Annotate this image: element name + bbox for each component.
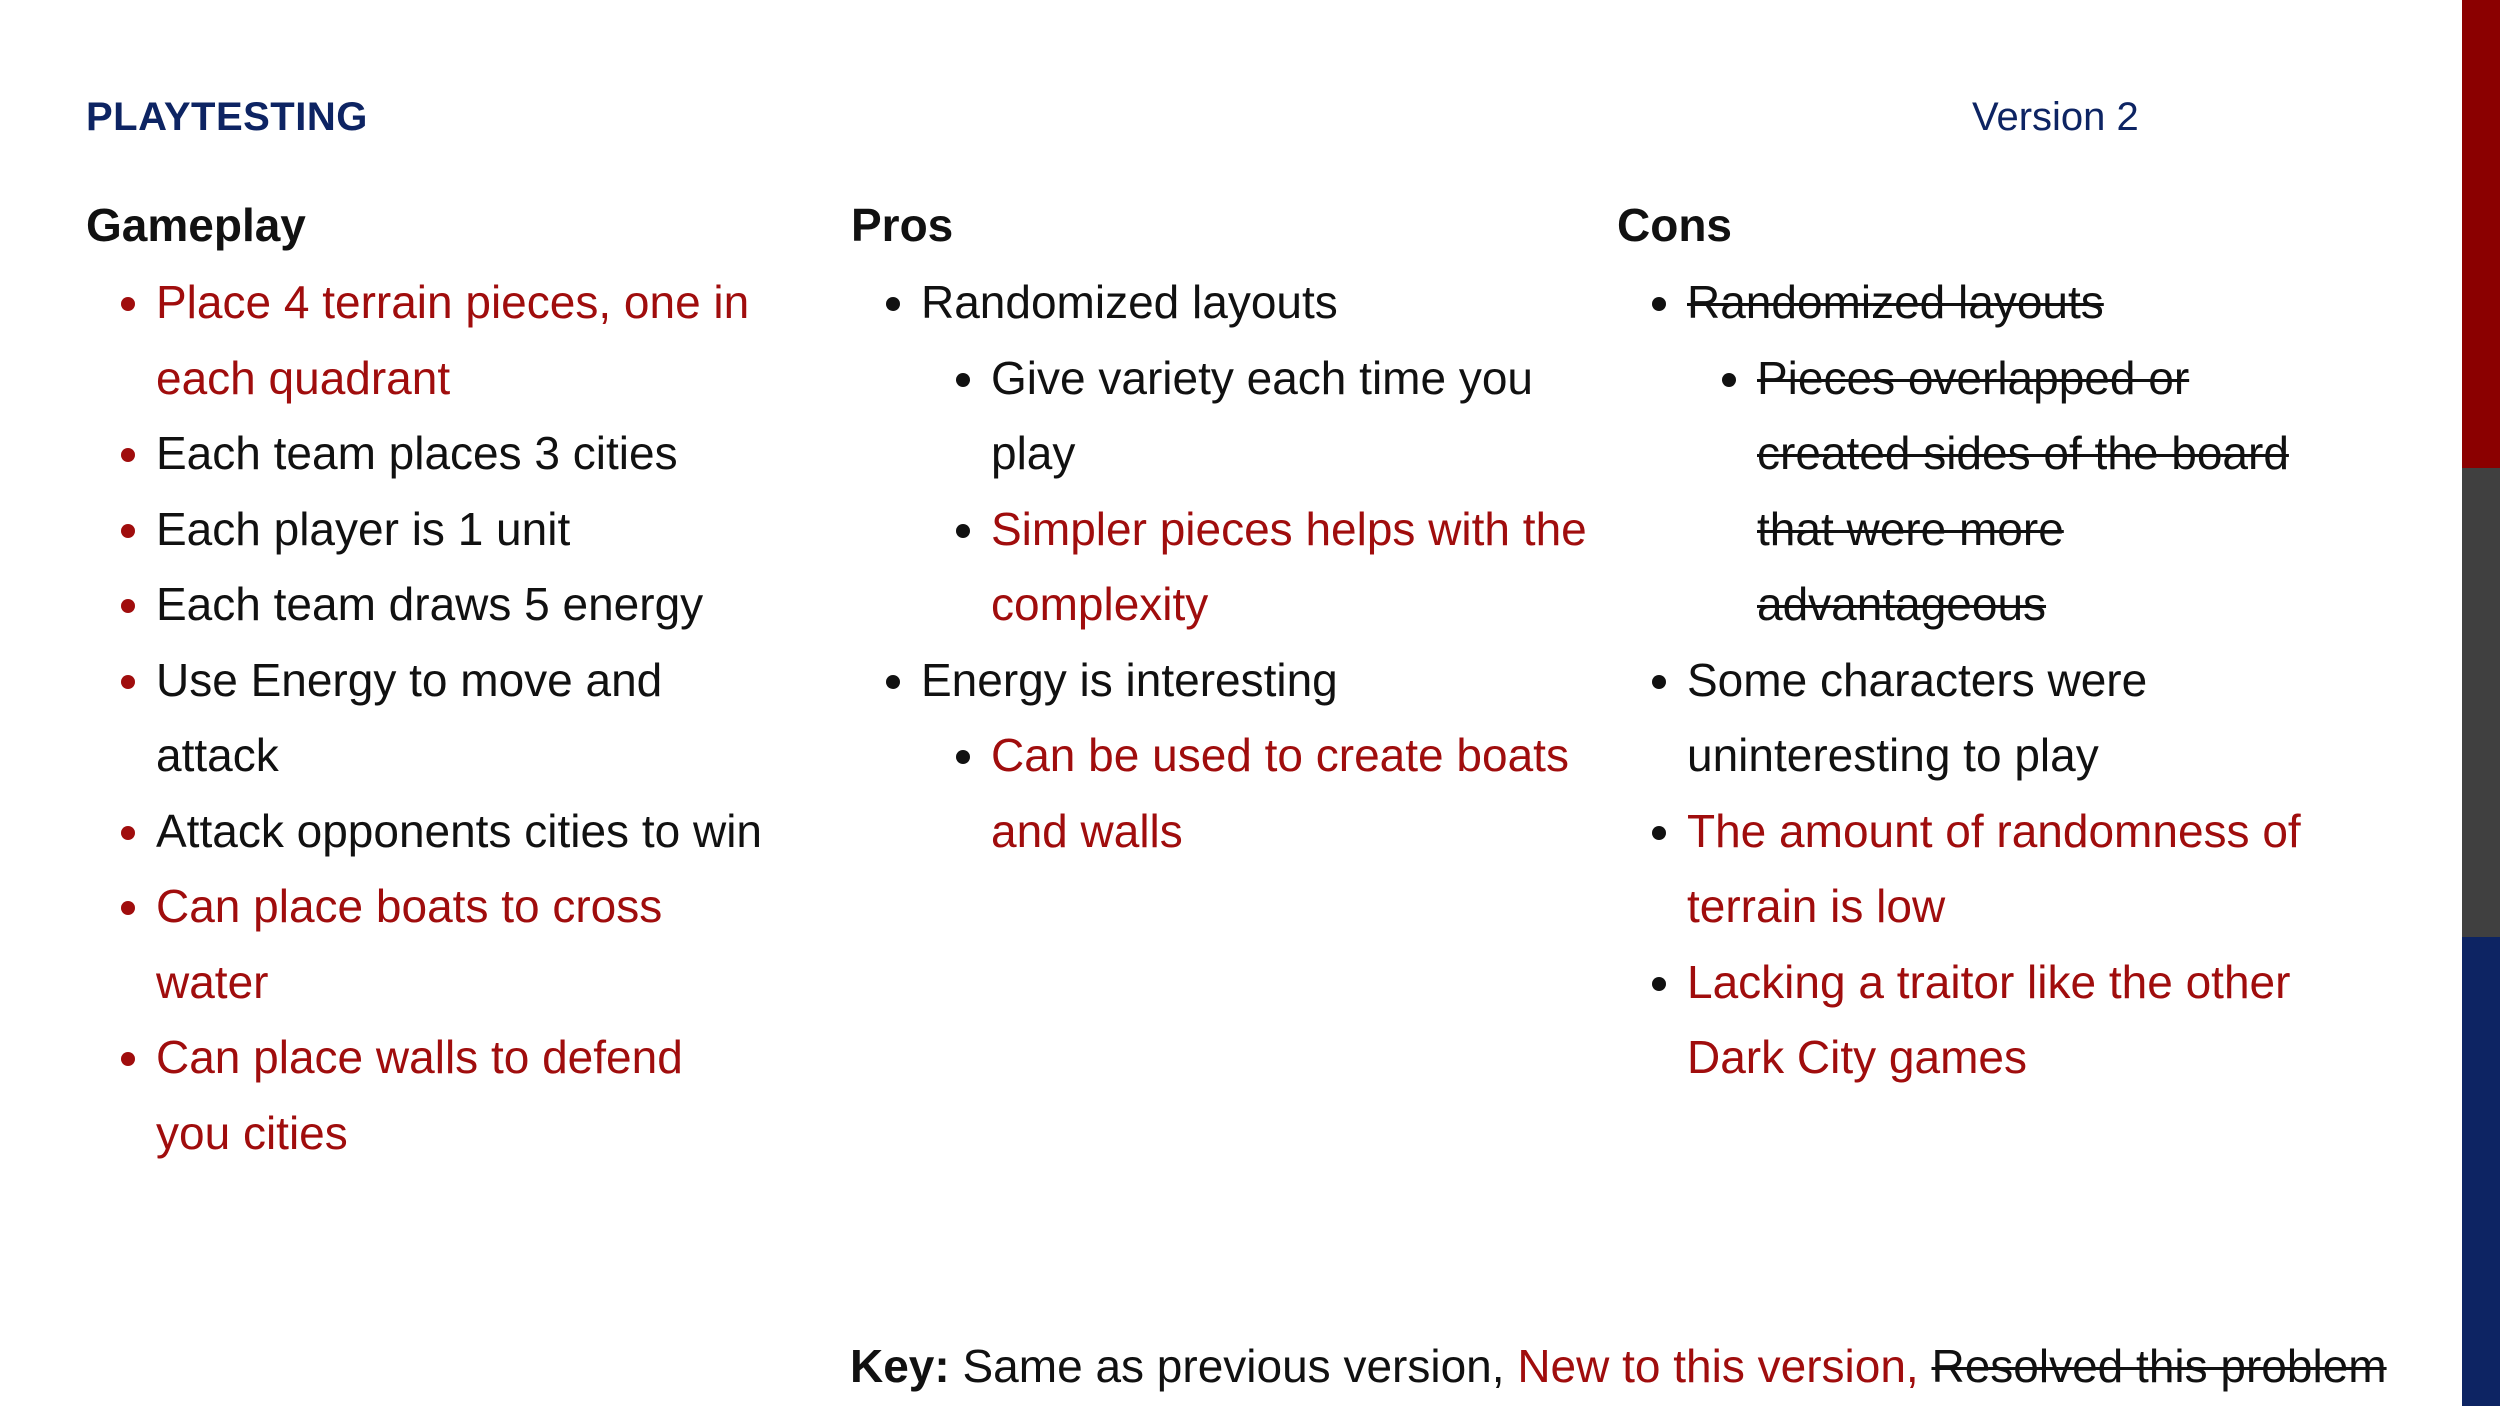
side-bar-blue-segment	[2462, 937, 2500, 1406]
key-resolved: Resolved this problem	[1931, 1340, 2387, 1392]
list-item-text: Each team places 3 cities	[156, 427, 678, 479]
legend-key	[850, 1338, 2387, 1394]
list-item-text: Energy is interesting	[921, 653, 1338, 706]
cons-column	[1617, 197, 2317, 1096]
slide-title: PLAYTESTING	[86, 95, 368, 139]
sub-list	[1687, 341, 2317, 643]
list-item-text: Use Energy to move and attack	[156, 653, 663, 781]
list-item	[991, 718, 1591, 869]
list-item-text: Place 4 terrain pieces, one in each quadrant	[156, 276, 750, 404]
list-item	[156, 643, 766, 794]
list-item	[1687, 945, 2317, 1096]
list-item-text: Attack opponents cities to win	[156, 804, 762, 857]
sub-list	[921, 718, 1591, 869]
list-item-text: Can place walls to defend you cities	[156, 1031, 683, 1159]
list-item-text: Some characters were uninteresting to play	[1687, 653, 2148, 781]
list-item-text: Pieces overlapped or created sides of the board that were more advantageous	[1757, 351, 2289, 630]
version-label: Version 2	[1972, 95, 2139, 139]
side-bar-red-segment	[2462, 0, 2500, 468]
gameplay-list	[86, 265, 766, 1171]
pros-heading: Pros	[851, 199, 954, 251]
key-same: Same as previous version,	[962, 1340, 1505, 1392]
cons-heading: Cons	[1617, 199, 1732, 251]
side-bar-gray-segment	[2462, 468, 2500, 937]
gameplay-column	[86, 197, 766, 1171]
list-item-text: Simpler pieces helps with the complexity	[991, 502, 1587, 630]
list-item	[156, 794, 766, 870]
list-item-text: Can place boats to cross water	[156, 880, 663, 1008]
list-item	[1687, 794, 2317, 945]
pros-column	[851, 197, 1591, 869]
list-item	[1687, 643, 2317, 794]
sub-list	[921, 341, 1591, 643]
list-item-text: Can be used to create boats and walls	[991, 729, 1569, 857]
pros-list	[851, 265, 1591, 869]
list-item-text: Each player is 1 unit	[156, 502, 571, 555]
list-item	[156, 869, 766, 1020]
list-item-text: Give variety each time you play	[991, 351, 1534, 479]
list-item	[156, 567, 766, 643]
key-new: New to this version,	[1517, 1340, 1919, 1392]
list-item	[921, 643, 1591, 870]
list-item	[156, 492, 766, 568]
list-item-text: Lacking a traitor like the other Dark City games	[1687, 955, 2291, 1083]
list-item-text: The amount of randomness of terrain is low	[1687, 804, 2301, 932]
key-label: Key:	[850, 1340, 950, 1392]
list-item	[1757, 341, 2317, 643]
list-item	[991, 341, 1591, 492]
cons-list	[1617, 265, 2317, 1096]
gameplay-heading: Gameplay	[86, 199, 306, 251]
list-item	[156, 416, 766, 492]
list-item	[156, 1020, 766, 1171]
list-item	[991, 492, 1591, 643]
list-item-text: Randomized layouts	[1687, 276, 2104, 328]
list-item	[921, 265, 1591, 643]
list-item	[156, 265, 766, 416]
list-item-text: Randomized layouts	[921, 276, 1338, 328]
list-item	[1687, 265, 2317, 643]
list-item-text: Each team draws 5 energy	[156, 578, 704, 630]
